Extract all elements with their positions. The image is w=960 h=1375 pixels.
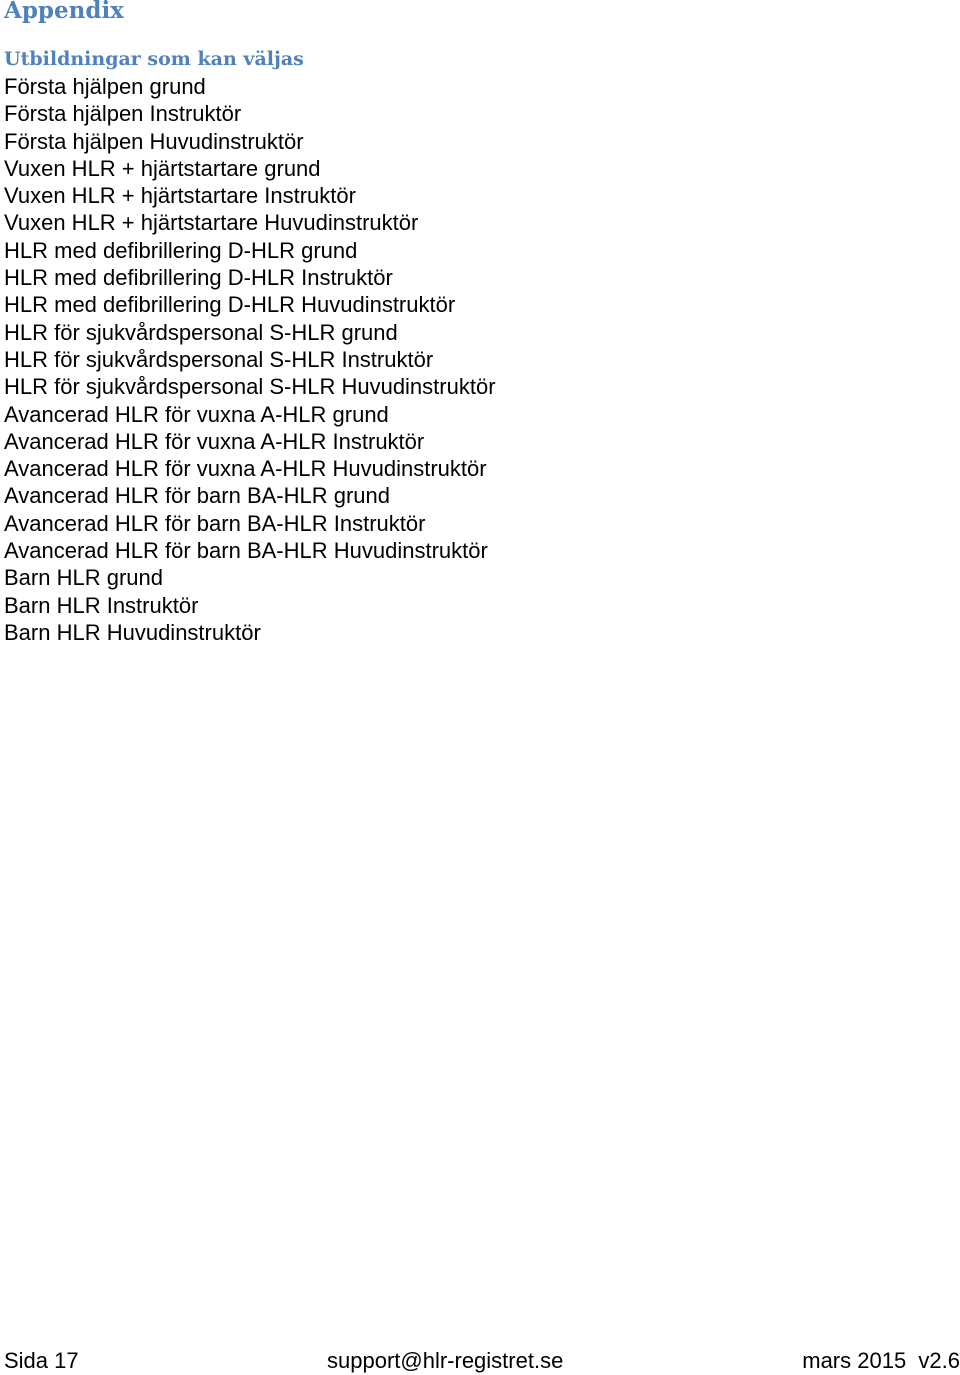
course-item: Barn HLR grund (4, 565, 163, 591)
footer-date-version: mars 2015 v2.6 (802, 1348, 960, 1373)
course-item: Vuxen HLR + hjärtstartare Instruktör (4, 183, 356, 209)
course-item: Barn HLR Instruktör (4, 592, 199, 618)
course-item: HLR med defibrillering D-HLR Huvudinstruktör (4, 292, 456, 318)
course-item: Första hjälpen Instruktör (4, 101, 242, 127)
course-item: HLR med defibrillering D-HLR Instruktör (4, 265, 393, 291)
course-item: HLR för sjukvårdspersonal S-HLR Instruktör (4, 346, 434, 372)
course-item: HLR för sjukvårdspersonal S-HLR Huvudinstruktör (4, 374, 496, 400)
course-item: Avancerad HLR för vuxna A-HLR grund (4, 401, 389, 427)
section-heading: Utbildningar som kan väljas (4, 48, 304, 70)
footer-page-number: Sida 17 (4, 1348, 79, 1373)
footer-email: support@hlr-registret.se (327, 1348, 564, 1373)
page-heading: Appendix (4, 0, 124, 24)
course-item: Avancerad HLR för barn BA-HLR Huvudinstruktör (4, 538, 488, 564)
course-item: Barn HLR Huvudinstruktör (4, 619, 261, 645)
course-item: Avancerad HLR för barn BA-HLR Instruktör (4, 510, 426, 536)
course-item: Första hjälpen grund (4, 74, 206, 99)
course-item: Vuxen HLR + hjärtstartare Huvudinstruktör (4, 210, 419, 236)
course-item: Avancerad HLR för vuxna A-HLR Instruktör (4, 428, 425, 454)
course-item: Vuxen HLR + hjärtstartare grund (4, 155, 321, 181)
course-list (4, 73, 496, 646)
course-item: Avancerad HLR för barn BA-HLR grund (4, 483, 391, 509)
course-item: Första hjälpen Huvudinstruktör (4, 128, 304, 154)
course-item: HLR med defibrillering D-HLR grund (4, 237, 358, 263)
page-footer (4, 1347, 960, 1375)
course-item: Avancerad HLR för vuxna A-HLR Huvudinstruktör (4, 456, 487, 482)
course-item: HLR för sjukvårdspersonal S-HLR grund (4, 319, 398, 345)
